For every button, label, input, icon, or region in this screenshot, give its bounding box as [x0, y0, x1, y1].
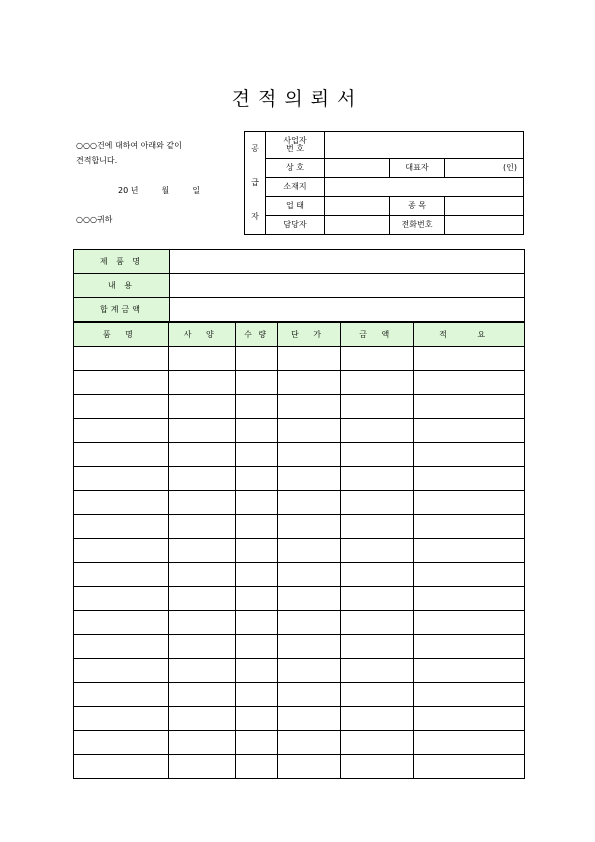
table-cell[interactable] [341, 419, 414, 443]
table-cell[interactable] [74, 659, 169, 683]
table-cell[interactable] [277, 635, 341, 659]
table-cell[interactable] [168, 539, 235, 563]
table-cell[interactable] [168, 683, 235, 707]
table-cell[interactable] [235, 515, 277, 539]
table-cell[interactable] [414, 491, 525, 515]
table-cell[interactable] [168, 587, 235, 611]
table-cell[interactable] [168, 707, 235, 731]
header-amount: 금 액 [341, 323, 414, 347]
table-cell[interactable] [414, 347, 525, 371]
table-cell[interactable] [235, 539, 277, 563]
table-cell[interactable] [341, 467, 414, 491]
table-cell[interactable] [74, 419, 169, 443]
table-cell[interactable] [341, 755, 414, 779]
table-cell[interactable] [235, 395, 277, 419]
table-cell[interactable] [277, 611, 341, 635]
table-cell[interactable] [414, 515, 525, 539]
table-cell[interactable] [74, 755, 169, 779]
seal-mark: (인) [503, 162, 517, 172]
table-cell[interactable] [341, 395, 414, 419]
table-cell[interactable] [277, 563, 341, 587]
table-cell[interactable] [74, 635, 169, 659]
table-cell[interactable] [414, 659, 525, 683]
supplier-side-label: 공 급 자 [245, 132, 266, 235]
category-label: 종 목 [390, 196, 445, 215]
table-cell[interactable] [74, 347, 169, 371]
table-cell[interactable] [235, 419, 277, 443]
table-cell[interactable] [341, 563, 414, 587]
table-cell[interactable] [235, 731, 277, 755]
supplier-table [244, 131, 524, 235]
table-cell[interactable] [277, 419, 341, 443]
table-cell[interactable] [168, 635, 235, 659]
table-cell[interactable] [235, 611, 277, 635]
representative-label: 대표자 [390, 158, 445, 177]
content-field[interactable] [170, 274, 525, 298]
table-cell[interactable] [168, 371, 235, 395]
company-field[interactable] [325, 158, 390, 177]
intro-line-1: ○○○건에 대하여 아래와 같이 [76, 141, 182, 150]
table-cell[interactable] [414, 419, 525, 443]
table-cell[interactable] [235, 587, 277, 611]
table-cell[interactable] [277, 755, 341, 779]
table-cell[interactable] [277, 491, 341, 515]
table-cell[interactable] [168, 611, 235, 635]
table-cell[interactable] [74, 683, 169, 707]
table-row [74, 731, 525, 755]
table-cell[interactable] [235, 491, 277, 515]
table-row [74, 467, 525, 491]
table-cell[interactable] [235, 683, 277, 707]
table-row [74, 395, 525, 419]
table-cell[interactable] [74, 587, 169, 611]
table-cell[interactable] [168, 347, 235, 371]
manager-label: 담당자 [266, 215, 325, 234]
table-cell[interactable] [277, 443, 341, 467]
table-cell[interactable] [235, 563, 277, 587]
table-cell[interactable] [277, 683, 341, 707]
table-cell[interactable] [414, 539, 525, 563]
table-row [74, 443, 525, 467]
total-label: 합계금액 [74, 298, 170, 322]
header-quantity: 수 량 [235, 323, 277, 347]
manager-field[interactable] [325, 215, 390, 234]
business-type-field[interactable] [325, 196, 390, 215]
table-row [74, 347, 525, 371]
category-field[interactable] [445, 196, 524, 215]
table-cell[interactable] [414, 395, 525, 419]
address-label: 소재지 [266, 177, 325, 196]
table-cell[interactable] [341, 659, 414, 683]
table-cell[interactable] [168, 755, 235, 779]
table-cell[interactable] [341, 731, 414, 755]
table-cell[interactable] [414, 467, 525, 491]
table-cell[interactable] [414, 707, 525, 731]
business-type-label: 업 태 [266, 196, 325, 215]
representative-field[interactable] [445, 158, 524, 177]
date-day: 일 [192, 186, 201, 195]
table-cell[interactable] [235, 467, 277, 491]
date-line [118, 185, 200, 196]
table-cell[interactable] [168, 659, 235, 683]
table-cell[interactable] [277, 395, 341, 419]
table-row [74, 371, 525, 395]
table-cell[interactable] [277, 467, 341, 491]
table-cell[interactable] [74, 395, 169, 419]
intro-text [76, 138, 236, 168]
table-cell[interactable] [235, 707, 277, 731]
table-cell[interactable] [341, 635, 414, 659]
table-cell[interactable] [341, 539, 414, 563]
content-label: 내 용 [74, 274, 170, 298]
table-cell[interactable] [74, 467, 169, 491]
phone-label: 전화번호 [390, 215, 445, 234]
table-cell[interactable] [235, 347, 277, 371]
table-cell[interactable] [235, 635, 277, 659]
table-row [74, 587, 525, 611]
table-cell[interactable] [74, 491, 169, 515]
table-cell[interactable] [168, 395, 235, 419]
table-row [74, 419, 525, 443]
items-table [73, 322, 525, 779]
header-item-name: 품 명 [74, 323, 169, 347]
table-cell[interactable] [74, 515, 169, 539]
table-cell[interactable] [414, 611, 525, 635]
table-cell[interactable] [168, 491, 235, 515]
table-cell[interactable] [74, 611, 169, 635]
table-cell[interactable] [414, 683, 525, 707]
table-row [74, 611, 525, 635]
table-cell[interactable] [414, 443, 525, 467]
table-cell[interactable] [341, 491, 414, 515]
date-year: 20 년 [118, 186, 139, 195]
table-cell[interactable] [341, 443, 414, 467]
table-cell[interactable] [341, 515, 414, 539]
company-label: 상 호 [266, 158, 325, 177]
date-month: 월 [161, 186, 170, 195]
table-cell[interactable] [277, 731, 341, 755]
table-cell[interactable] [168, 419, 235, 443]
intro-line-2: 견적합니다. [76, 156, 118, 165]
table-cell[interactable] [277, 539, 341, 563]
table-cell[interactable] [277, 707, 341, 731]
table-cell[interactable] [414, 755, 525, 779]
table-cell[interactable] [341, 347, 414, 371]
table-row [74, 539, 525, 563]
table-cell[interactable] [168, 731, 235, 755]
table-cell[interactable] [168, 443, 235, 467]
table-cell[interactable] [74, 443, 169, 467]
table-cell[interactable] [414, 563, 525, 587]
table-row [74, 683, 525, 707]
table-cell[interactable] [168, 563, 235, 587]
table-cell[interactable] [74, 563, 169, 587]
product-name-label: 제 품 명 [74, 250, 170, 274]
table-cell[interactable] [277, 659, 341, 683]
table-row [74, 491, 525, 515]
table-cell[interactable] [341, 683, 414, 707]
table-cell[interactable] [414, 371, 525, 395]
table-cell[interactable] [168, 467, 235, 491]
header-unit-price: 단 가 [277, 323, 341, 347]
table-row [74, 707, 525, 731]
table-cell[interactable] [74, 371, 169, 395]
table-cell[interactable] [235, 371, 277, 395]
table-cell[interactable] [168, 515, 235, 539]
table-cell[interactable] [235, 659, 277, 683]
table-cell[interactable] [414, 587, 525, 611]
business-no-field[interactable] [325, 132, 524, 159]
recipient: ○○○귀하 [76, 215, 113, 224]
table-cell[interactable] [277, 371, 341, 395]
table-cell[interactable] [235, 443, 277, 467]
table-cell[interactable] [341, 371, 414, 395]
table-cell[interactable] [277, 347, 341, 371]
table-row [74, 515, 525, 539]
table-cell[interactable] [414, 635, 525, 659]
table-cell[interactable] [74, 539, 169, 563]
table-cell[interactable] [341, 707, 414, 731]
table-row [74, 563, 525, 587]
summary-table [73, 249, 525, 322]
header-remarks: 적 요 [414, 323, 525, 347]
business-no-label: 사업자 번 호 [266, 132, 325, 159]
address-field[interactable] [325, 177, 524, 196]
phone-field[interactable] [445, 215, 524, 234]
table-cell[interactable] [414, 731, 525, 755]
table-row [74, 755, 525, 779]
table-cell[interactable] [235, 755, 277, 779]
header-spec: 사 양 [168, 323, 235, 347]
table-cell[interactable] [74, 707, 169, 731]
table-cell[interactable] [74, 731, 169, 755]
table-cell[interactable] [277, 587, 341, 611]
total-field[interactable] [170, 298, 525, 322]
table-row [74, 659, 525, 683]
product-name-field[interactable] [170, 250, 525, 274]
table-cell[interactable] [341, 587, 414, 611]
table-cell[interactable] [277, 515, 341, 539]
table-cell[interactable] [341, 611, 414, 635]
document-title: 견적의뢰서 [231, 88, 364, 110]
table-row [74, 635, 525, 659]
